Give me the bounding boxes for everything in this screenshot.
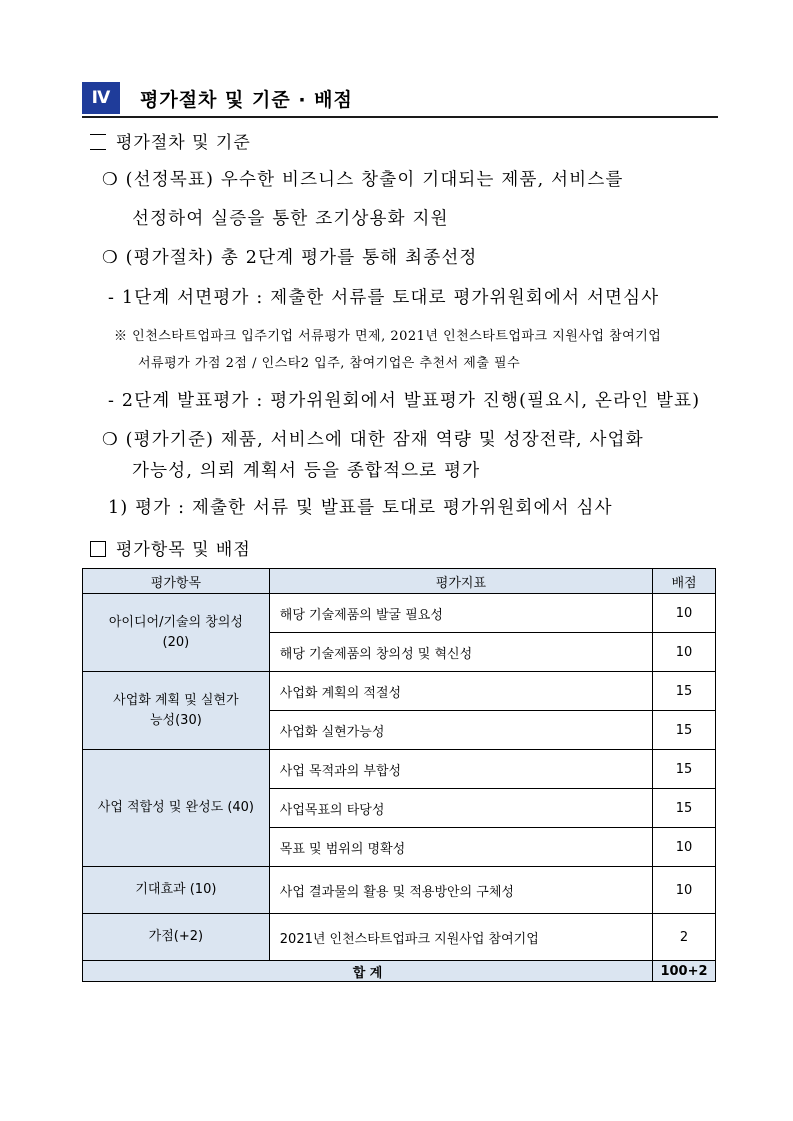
text-line: 선정하여 실증을 통한 조기상용화 지원 (132, 209, 449, 229)
table-row (83, 914, 716, 961)
subsection-heading-procedure (90, 128, 251, 153)
indicator-cell: 사업목표의 타당성 (269, 789, 652, 828)
section-number-badge: Ⅳ (82, 82, 120, 114)
category-cell: 사업화 계획 및 실현가능성(30) (83, 672, 270, 750)
table-row (83, 672, 716, 711)
indicator-cell: 해당 기술제품의 창의성 및 혁신성 (269, 633, 652, 672)
category-cell: 가점(+2) (83, 914, 270, 961)
subsection-heading-scoring (90, 535, 251, 560)
note-line: ※ 인천스타트업파크 입주기업 서류평가 면제, 2021년 인천스타트업파크 지원사업 참여기업 (114, 329, 662, 344)
score-cell: 2 (653, 914, 716, 961)
section-header (82, 80, 718, 118)
score-cell: 15 (653, 789, 716, 828)
table-header-row (83, 569, 716, 594)
category-cell: 기대효과 (10) (83, 867, 270, 914)
score-cell: 15 (653, 672, 716, 711)
score-cell: 10 (653, 867, 716, 914)
category-cell: 아이디어/기술의 창의성(20) (83, 594, 270, 672)
score-cell: 10 (653, 594, 716, 633)
score-cell: 10 (653, 633, 716, 672)
table-row (83, 594, 716, 633)
total-score: 100+2 (653, 961, 716, 982)
subsection-title: 평가항목 및 배점 (116, 540, 251, 560)
indicator-cell: 사업화 실현가능성 (269, 711, 652, 750)
table-total-row (83, 961, 716, 982)
score-cell: 10 (653, 828, 716, 867)
indicator-cell: 해당 기술제품의 발굴 필요성 (269, 594, 652, 633)
text-line: ❍ (평가절차) 총 2단계 평가를 통해 최종선정 (102, 248, 478, 268)
indicator-cell: 사업 목적과의 부합성 (269, 750, 652, 789)
open-box-icon (90, 134, 106, 150)
header-score: 배점 (653, 569, 716, 594)
header-indicator: 평가지표 (269, 569, 652, 594)
category-cell: 사업 적합성 및 완성도 (40) (83, 750, 270, 867)
score-cell: 15 (653, 750, 716, 789)
table-row (83, 750, 716, 789)
section-title: 평가절차 및 기준 · 배점 (140, 89, 353, 111)
indicator-cell: 사업화 계획의 적절성 (269, 672, 652, 711)
indicator-cell: 목표 및 범위의 명확성 (269, 828, 652, 867)
checkbox-square-icon (90, 541, 106, 557)
text-line: ❍ (평가기준) 제품, 서비스에 대한 잠재 역량 및 성장전략, 사업화 (102, 430, 644, 450)
note-line: 서류평가 가점 2점 / 인스타2 입주, 참여기업은 추천서 제출 필수 (138, 356, 521, 371)
total-label: 합 계 (83, 961, 653, 982)
header-category: 평가항목 (83, 569, 270, 594)
indicator-cell: 2021년 인천스타트업파크 지원사업 참여기업 (269, 914, 652, 961)
subsection-title: 평가절차 및 기준 (116, 133, 251, 153)
text-line: - 1단계 서면평가 : 제출한 서류를 토대로 평가위원회에서 서면심사 (108, 288, 660, 308)
score-cell: 15 (653, 711, 716, 750)
table-row (83, 867, 716, 914)
text-line: - 2단계 발표평가 : 평가위원회에서 발표평가 진행(필요시, 온라인 발표) (108, 391, 701, 411)
text-line: 1) 평가 : 제출한 서류 및 발표를 토대로 평가위원회에서 심사 (108, 498, 613, 518)
text-line: 가능성, 의뢰 계획서 등을 종합적으로 평가 (132, 461, 481, 481)
scoring-table (82, 568, 716, 982)
indicator-cell: 사업 결과물의 활용 및 적용방안의 구체성 (269, 867, 652, 914)
text-line: ❍ (선정목표) 우수한 비즈니스 창출이 기대되는 제품, 서비스를 (102, 170, 624, 190)
